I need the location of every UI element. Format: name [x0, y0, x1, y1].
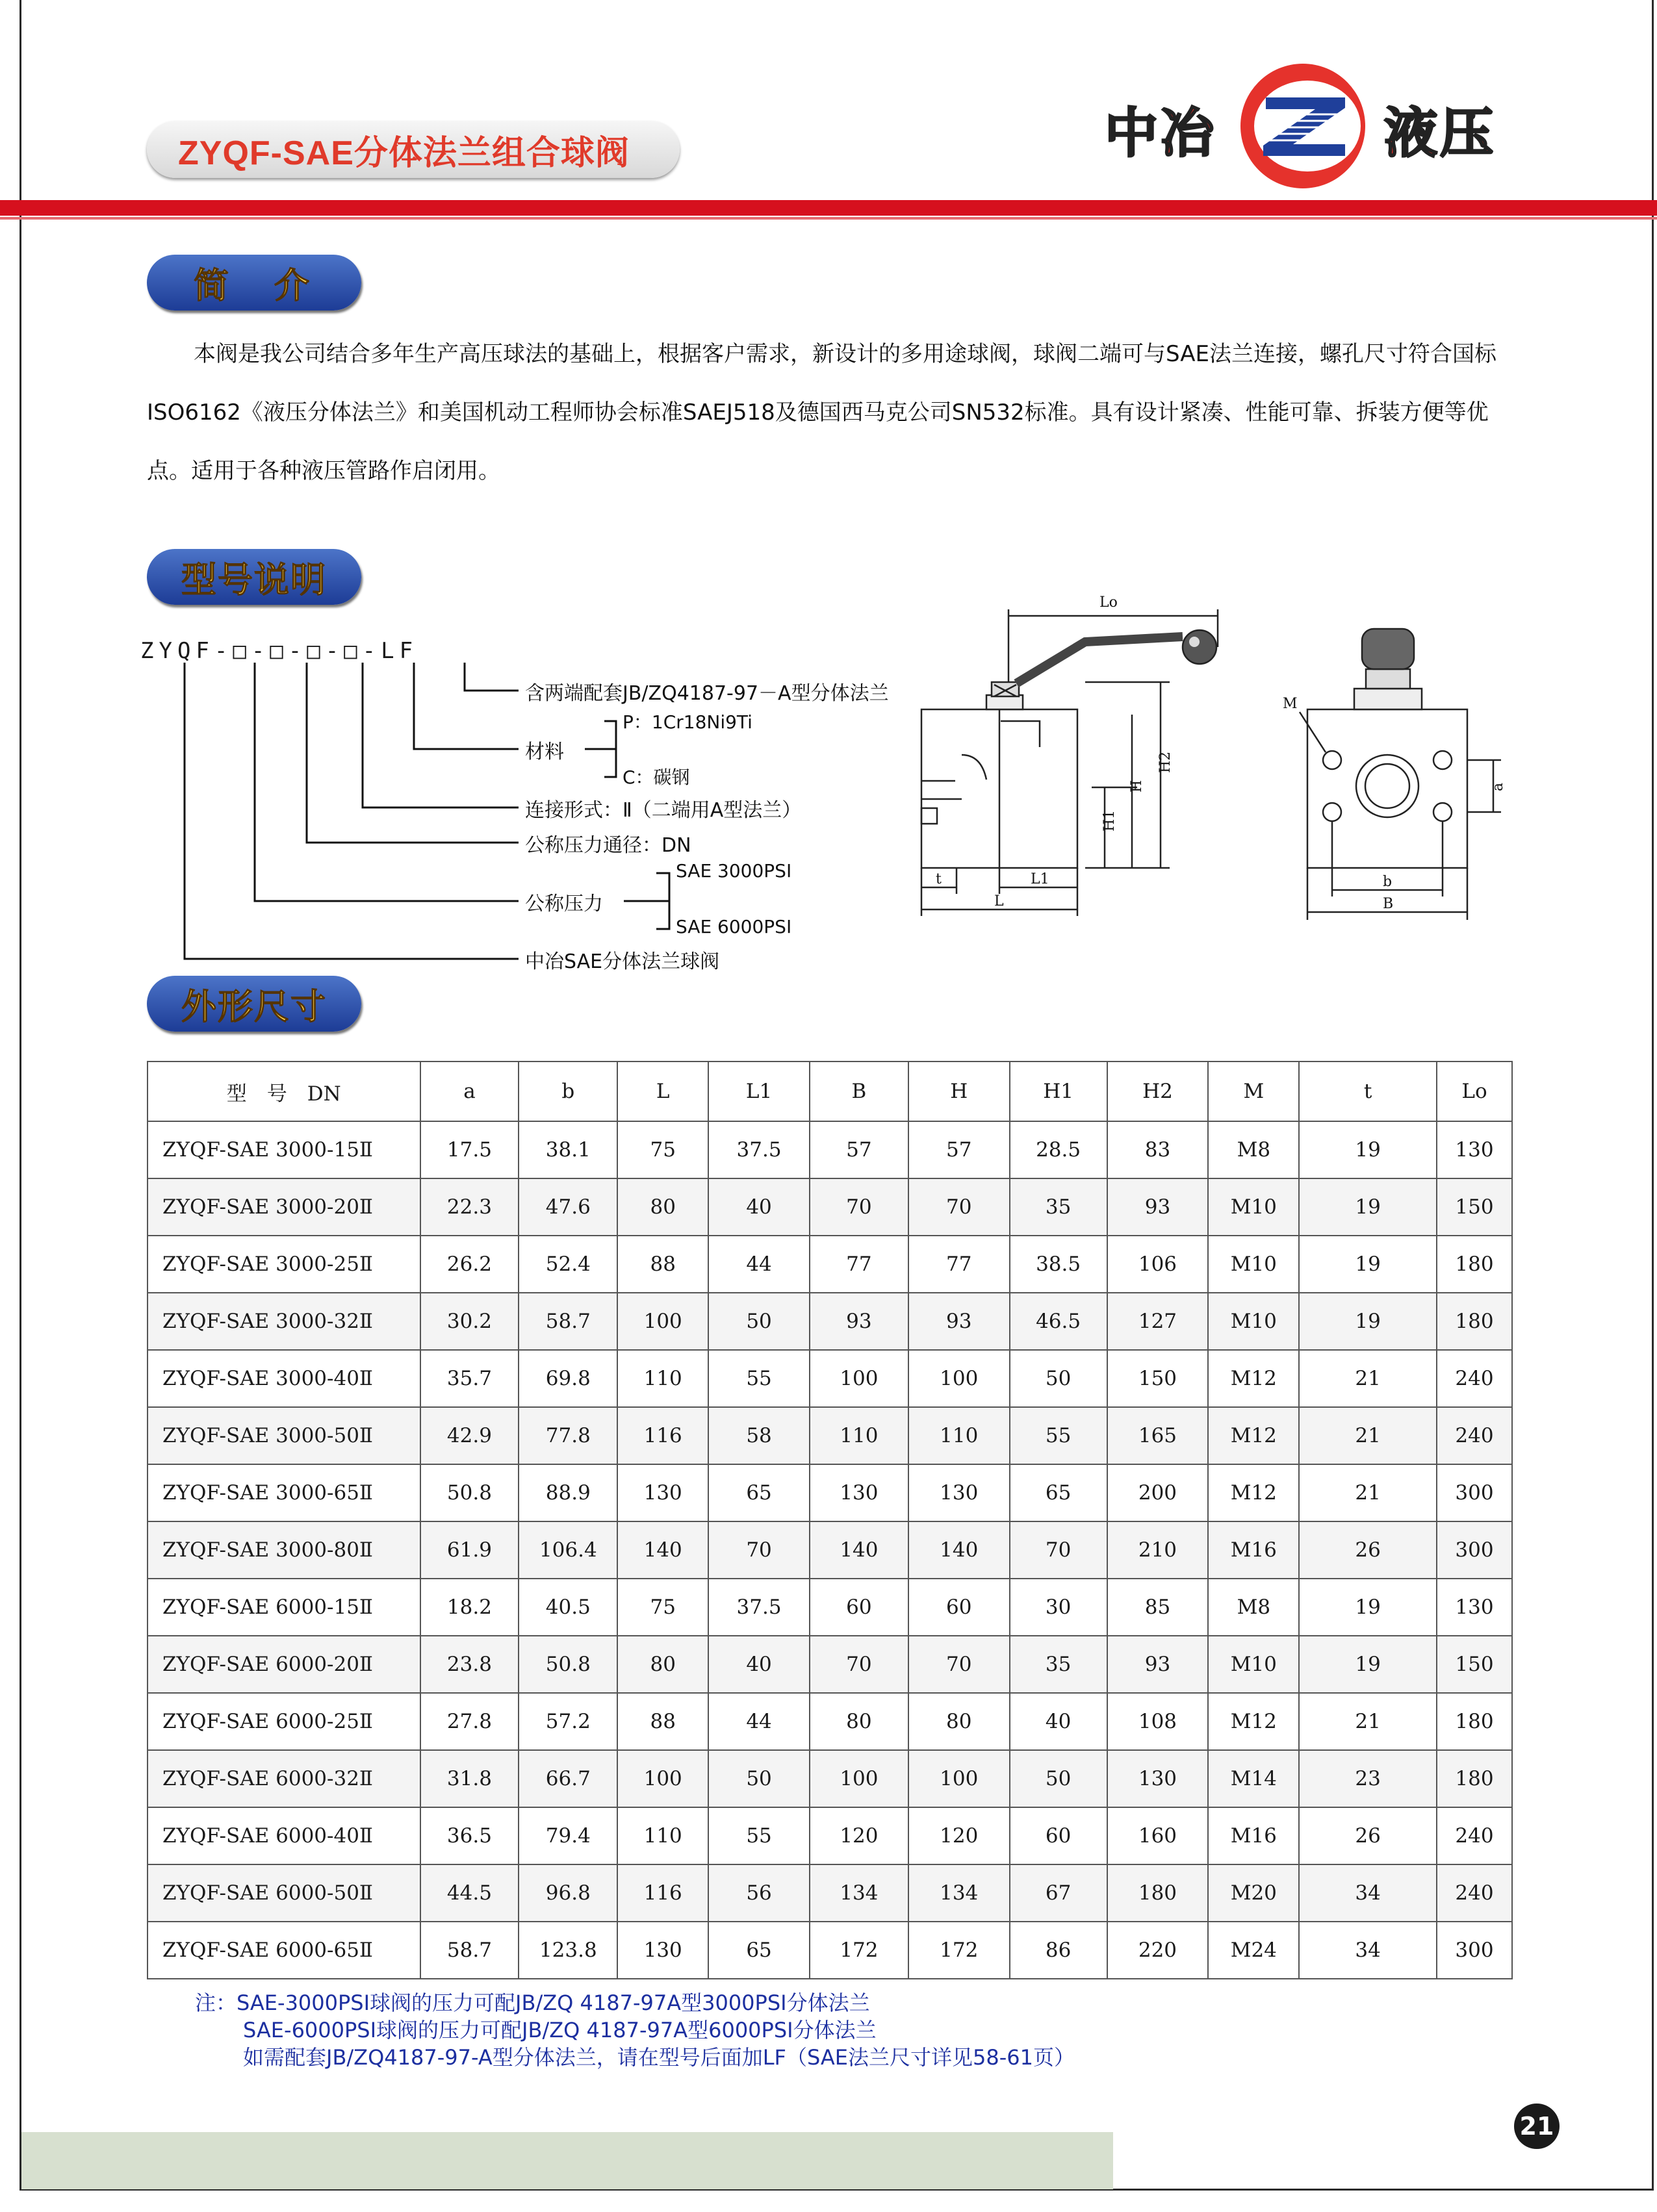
value-cell: 70 [810, 1636, 908, 1693]
value-cell: 150 [1437, 1636, 1512, 1693]
page-number: 21 [1514, 2104, 1560, 2149]
value-cell: 61.9 [420, 1521, 519, 1579]
model-cell: ZYQF-SAE 3000-50Ⅱ [148, 1407, 420, 1464]
value-cell: 172 [908, 1922, 1010, 1979]
value-cell: 127 [1107, 1293, 1209, 1350]
dim-b-big: B [1383, 896, 1394, 912]
value-cell: M12 [1208, 1693, 1299, 1750]
value-cell: 300 [1437, 1464, 1512, 1521]
value-cell: 93 [908, 1293, 1010, 1350]
label-connection: 连接形式：Ⅱ（二端用A型法兰） [525, 799, 802, 822]
value-cell: 130 [1437, 1579, 1512, 1636]
column-header: a [420, 1062, 519, 1121]
value-cell: 27.8 [420, 1693, 519, 1750]
value-cell: 130 [1107, 1750, 1209, 1807]
value-cell: 52.4 [519, 1236, 617, 1293]
label-pressure: 公称压力 [525, 893, 603, 915]
label-dn: 公称压力通径：DN [525, 834, 691, 857]
logo-left-text: 中冶 [1105, 103, 1217, 164]
value-cell: M24 [1208, 1922, 1299, 1979]
model-cell: ZYQF-SAE 6000-40Ⅱ [148, 1807, 420, 1864]
table-row [148, 1807, 1512, 1864]
value-cell: 35.7 [420, 1350, 519, 1407]
dim-h1: H1 [1101, 809, 1118, 832]
table-row [148, 1750, 1512, 1807]
model-cell: ZYQF-SAE 6000-65Ⅱ [148, 1922, 420, 1979]
value-cell: 23.8 [420, 1636, 519, 1693]
value-cell: 35 [1010, 1636, 1107, 1693]
column-header: H1 [1010, 1062, 1107, 1121]
value-cell: 130 [617, 1922, 708, 1979]
value-cell: M12 [1208, 1350, 1299, 1407]
value-cell: 19 [1299, 1293, 1437, 1350]
value-cell: 58 [708, 1407, 810, 1464]
value-cell: 18.2 [420, 1579, 519, 1636]
value-cell: 134 [908, 1864, 1010, 1922]
label-p6000: SAE 6000PSI [676, 916, 792, 937]
footer-band [21, 2132, 1113, 2189]
value-cell: 180 [1107, 1864, 1209, 1922]
table-row [148, 1350, 1512, 1407]
model-cell: ZYQF-SAE 6000-50Ⅱ [148, 1864, 420, 1922]
column-header: L1 [708, 1062, 810, 1121]
label-series: 中冶SAE分体法兰球阀 [525, 950, 720, 973]
value-cell: 100 [810, 1750, 908, 1807]
value-cell: 23 [1299, 1750, 1437, 1807]
label-lf: 含两端配套JB/ZQ4187-97－A型分体法兰 [525, 682, 889, 705]
model-cell: ZYQF-SAE 6000-25Ⅱ [148, 1693, 420, 1750]
note-line-2: SAE-6000PSI球阀的压力可配JB/ZQ 4187-97A型6000PSI分体法兰 [243, 2018, 877, 2042]
value-cell: 86 [1010, 1922, 1107, 1979]
value-cell: 22.3 [420, 1178, 519, 1236]
value-cell: 21 [1299, 1350, 1437, 1407]
value-cell: M16 [1208, 1807, 1299, 1864]
value-cell: 106.4 [519, 1521, 617, 1579]
value-cell: 30.2 [420, 1293, 519, 1350]
value-cell: 240 [1437, 1864, 1512, 1922]
dim-a: a [1490, 782, 1506, 791]
value-cell: M12 [1208, 1464, 1299, 1521]
value-cell: 140 [617, 1521, 708, 1579]
value-cell: 77 [908, 1236, 1010, 1293]
value-cell: 50 [1010, 1350, 1107, 1407]
note-line-1: 注：SAE-3000PSI球阀的压力可配JB/ZQ 4187-97A型3000PSI分体法兰 [195, 1990, 870, 2015]
value-cell: 150 [1107, 1350, 1209, 1407]
value-cell: M10 [1208, 1178, 1299, 1236]
value-cell: 70 [908, 1178, 1010, 1236]
value-cell: M10 [1208, 1236, 1299, 1293]
value-cell: 55 [1010, 1407, 1107, 1464]
value-cell: 60 [1010, 1807, 1107, 1864]
value-cell: 50.8 [420, 1464, 519, 1521]
table-row [148, 1464, 1512, 1521]
value-cell: 130 [810, 1464, 908, 1521]
value-cell: 100 [908, 1750, 1010, 1807]
value-cell: M8 [1208, 1121, 1299, 1178]
value-cell: M14 [1208, 1750, 1299, 1807]
value-cell: 60 [810, 1579, 908, 1636]
value-cell: 67 [1010, 1864, 1107, 1922]
table-row [148, 1293, 1512, 1350]
table-row [148, 1521, 1512, 1579]
value-cell: 40 [708, 1636, 810, 1693]
value-cell: 160 [1107, 1807, 1209, 1864]
value-cell: 130 [1437, 1121, 1512, 1178]
value-cell: 123.8 [519, 1922, 617, 1979]
value-cell: 180 [1437, 1750, 1512, 1807]
value-cell: 26 [1299, 1521, 1437, 1579]
value-cell: M16 [1208, 1521, 1299, 1579]
value-cell: 37.5 [708, 1121, 810, 1178]
value-cell: 34 [1299, 1864, 1437, 1922]
value-cell: 100 [617, 1293, 708, 1350]
value-cell: 19 [1299, 1236, 1437, 1293]
value-cell: 40.5 [519, 1579, 617, 1636]
value-cell: 36.5 [420, 1807, 519, 1864]
value-cell: 116 [617, 1864, 708, 1922]
value-cell: 140 [810, 1521, 908, 1579]
value-cell: 150 [1437, 1178, 1512, 1236]
table-header-row [148, 1062, 1512, 1121]
dimensions-table [147, 1061, 1513, 1979]
label-material: 材料 [525, 741, 564, 763]
dim-m: M [1283, 696, 1298, 712]
value-cell: 88 [617, 1693, 708, 1750]
column-header: M [1208, 1062, 1299, 1121]
model-cell: ZYQF-SAE 3000-25Ⅱ [148, 1236, 420, 1293]
value-cell: 57.2 [519, 1693, 617, 1750]
model-heading-text: 型号说明 [181, 559, 327, 600]
table-row [148, 1922, 1512, 1979]
value-cell: 70 [1010, 1521, 1107, 1579]
value-cell: 19 [1299, 1121, 1437, 1178]
dim-t: t [936, 871, 942, 887]
value-cell: 50 [708, 1750, 810, 1807]
value-cell: 40 [708, 1178, 810, 1236]
column-header: 型 号 DN [148, 1062, 420, 1121]
value-cell: 70 [708, 1521, 810, 1579]
model-cell: ZYQF-SAE 3000-20Ⅱ [148, 1178, 420, 1236]
column-header: L [617, 1062, 708, 1121]
value-cell: 19 [1299, 1579, 1437, 1636]
value-cell: 65 [708, 1922, 810, 1979]
value-cell: 46.5 [1010, 1293, 1107, 1350]
value-cell: 180 [1437, 1236, 1512, 1293]
intro-heading-text: 简 介 [194, 264, 315, 306]
value-cell: 42.9 [420, 1407, 519, 1464]
value-cell: 140 [908, 1521, 1010, 1579]
value-cell: 300 [1437, 1521, 1512, 1579]
dim-lo: Lo [1099, 594, 1118, 611]
value-cell: 88.9 [519, 1464, 617, 1521]
value-cell: 80 [617, 1178, 708, 1236]
value-cell: 108 [1107, 1693, 1209, 1750]
value-cell: 30 [1010, 1579, 1107, 1636]
value-cell: 106 [1107, 1236, 1209, 1293]
value-cell: 116 [617, 1407, 708, 1464]
value-cell: 38.1 [519, 1121, 617, 1178]
value-cell: 93 [810, 1293, 908, 1350]
valve-drawing [903, 585, 1527, 935]
table-row [148, 1407, 1512, 1464]
value-cell: 88 [617, 1236, 708, 1293]
label-p3000: SAE 3000PSI [676, 860, 792, 882]
value-cell: 130 [908, 1464, 1010, 1521]
table-row [148, 1636, 1512, 1693]
column-header: Lo [1437, 1062, 1512, 1121]
label-material-c: C：碳钢 [623, 767, 690, 788]
value-cell: 55 [708, 1807, 810, 1864]
model-cell: ZYQF-SAE 6000-15Ⅱ [148, 1579, 420, 1636]
value-cell: 21 [1299, 1464, 1437, 1521]
value-cell: 77 [810, 1236, 908, 1293]
value-cell: 80 [908, 1693, 1010, 1750]
value-cell: 240 [1437, 1407, 1512, 1464]
value-cell: 110 [908, 1407, 1010, 1464]
model-cell: ZYQF-SAE 3000-65Ⅱ [148, 1464, 420, 1521]
value-cell: 28.5 [1010, 1121, 1107, 1178]
value-cell: 44 [708, 1693, 810, 1750]
value-cell: 50 [708, 1293, 810, 1350]
value-cell: 65 [708, 1464, 810, 1521]
value-cell: 60 [908, 1579, 1010, 1636]
table-row [148, 1693, 1512, 1750]
value-cell: 180 [1437, 1693, 1512, 1750]
value-cell: 180 [1437, 1293, 1512, 1350]
logo-mark-icon [1235, 61, 1371, 191]
value-cell: 93 [1107, 1636, 1209, 1693]
value-cell: 57 [908, 1121, 1010, 1178]
note-line-3: 如需配套JB/ZQ4187-97-A型分体法兰，请在型号后面加LF（SAE法兰尺寸详见58-61页） [243, 2045, 1075, 2070]
value-cell: 44 [708, 1236, 810, 1293]
model-cell: ZYQF-SAE 3000-15Ⅱ [148, 1121, 420, 1178]
value-cell: 50.8 [519, 1636, 617, 1693]
table-row [148, 1178, 1512, 1236]
value-cell: 38.5 [1010, 1236, 1107, 1293]
value-cell: 40 [1010, 1693, 1107, 1750]
value-cell: 19 [1299, 1636, 1437, 1693]
value-cell: M12 [1208, 1407, 1299, 1464]
value-cell: 50 [1010, 1750, 1107, 1807]
value-cell: 134 [810, 1864, 908, 1922]
value-cell: 37.5 [708, 1579, 810, 1636]
value-cell: 70 [810, 1178, 908, 1236]
value-cell: 21 [1299, 1693, 1437, 1750]
dim-l1: L1 [1031, 871, 1049, 887]
value-cell: 26.2 [420, 1236, 519, 1293]
value-cell: 56 [708, 1864, 810, 1922]
value-cell: 77.8 [519, 1407, 617, 1464]
logo-right-text: 液压 [1384, 103, 1496, 164]
value-cell: 96.8 [519, 1864, 617, 1922]
value-cell: 58.7 [519, 1293, 617, 1350]
value-cell: 172 [810, 1922, 908, 1979]
value-cell: M20 [1208, 1864, 1299, 1922]
dim-h2: H2 [1157, 751, 1174, 773]
value-cell: 47.6 [519, 1178, 617, 1236]
value-cell: 120 [908, 1807, 1010, 1864]
value-cell: 21 [1299, 1407, 1437, 1464]
value-cell: 80 [810, 1693, 908, 1750]
value-cell: 70 [908, 1636, 1010, 1693]
column-header: H2 [1107, 1062, 1209, 1121]
value-cell: 210 [1107, 1521, 1209, 1579]
value-cell: 120 [810, 1807, 908, 1864]
value-cell: 35 [1010, 1178, 1107, 1236]
value-cell: 57 [810, 1121, 908, 1178]
value-cell: 110 [617, 1807, 708, 1864]
table-row [148, 1121, 1512, 1178]
value-cell: 79.4 [519, 1807, 617, 1864]
value-cell: M10 [1208, 1636, 1299, 1693]
value-cell: 75 [617, 1121, 708, 1178]
value-cell: 65 [1010, 1464, 1107, 1521]
column-header: B [810, 1062, 908, 1121]
value-cell: 240 [1437, 1807, 1512, 1864]
dim-b-small: b [1383, 874, 1393, 890]
value-cell: 17.5 [420, 1121, 519, 1178]
value-cell: 110 [810, 1407, 908, 1464]
value-cell: 100 [908, 1350, 1010, 1407]
value-cell: 19 [1299, 1178, 1437, 1236]
label-material-p: P：1Cr18Ni9Ti [623, 711, 752, 733]
value-cell: M8 [1208, 1579, 1299, 1636]
value-cell: 200 [1107, 1464, 1209, 1521]
value-cell: 34 [1299, 1922, 1437, 1979]
dimensions-heading-text: 外形尺寸 [181, 985, 327, 1027]
model-cell: ZYQF-SAE 3000-40Ⅱ [148, 1350, 420, 1407]
value-cell: 165 [1107, 1407, 1209, 1464]
value-cell: 100 [810, 1350, 908, 1407]
value-cell: 69.8 [519, 1350, 617, 1407]
value-cell: 240 [1437, 1350, 1512, 1407]
page-title-text: ZYQF-SAE分体法兰组合球阀 [178, 134, 630, 172]
model-cell: ZYQF-SAE 3000-80Ⅱ [148, 1521, 420, 1579]
value-cell: 300 [1437, 1922, 1512, 1979]
model-cell: ZYQF-SAE 3000-32Ⅱ [148, 1293, 420, 1350]
value-cell: 85 [1107, 1579, 1209, 1636]
value-cell: 58.7 [420, 1922, 519, 1979]
table-row [148, 1579, 1512, 1636]
table-row [148, 1864, 1512, 1922]
value-cell: 110 [617, 1350, 708, 1407]
value-cell: 26 [1299, 1807, 1437, 1864]
intro-text: 本阀是我公司结合多年生产高压球法的基础上，根据客户需求，新设计的多用途球阀，球阀二端可与SAE法兰连接，螺孔尺寸符合国标ISO6162《液压分体法兰》和美国机动工程师协会标准SAEJ518及德国西马克公司SN532标准。具有设计紧凑、性能可靠、拆装方便等优点。适用于各种液压管路作启闭用。 [147, 341, 1496, 484]
value-cell: 83 [1107, 1121, 1209, 1178]
value-cell: 93 [1107, 1178, 1209, 1236]
value-cell: 66.7 [519, 1750, 617, 1807]
value-cell: 55 [708, 1350, 810, 1407]
company-logo [1105, 61, 1508, 191]
value-cell: 75 [617, 1579, 708, 1636]
dim-l: L [994, 893, 1004, 909]
dimensions-heading [147, 976, 361, 1032]
column-header: t [1299, 1062, 1437, 1121]
column-header: H [908, 1062, 1010, 1121]
value-cell: 220 [1107, 1922, 1209, 1979]
column-header: b [519, 1062, 617, 1121]
value-cell: 31.8 [420, 1750, 519, 1807]
value-cell: 130 [617, 1464, 708, 1521]
model-tree-lines [0, 0, 975, 987]
dim-h: H [1129, 780, 1145, 793]
value-cell: M10 [1208, 1293, 1299, 1350]
model-cell: ZYQF-SAE 6000-32Ⅱ [148, 1750, 420, 1807]
model-code: ZYQF-□-□-□-□-LF [140, 638, 418, 664]
model-cell: ZYQF-SAE 6000-20Ⅱ [148, 1636, 420, 1693]
value-cell: 44.5 [420, 1864, 519, 1922]
table-row [148, 1236, 1512, 1293]
value-cell: 80 [617, 1636, 708, 1693]
value-cell: 100 [617, 1750, 708, 1807]
